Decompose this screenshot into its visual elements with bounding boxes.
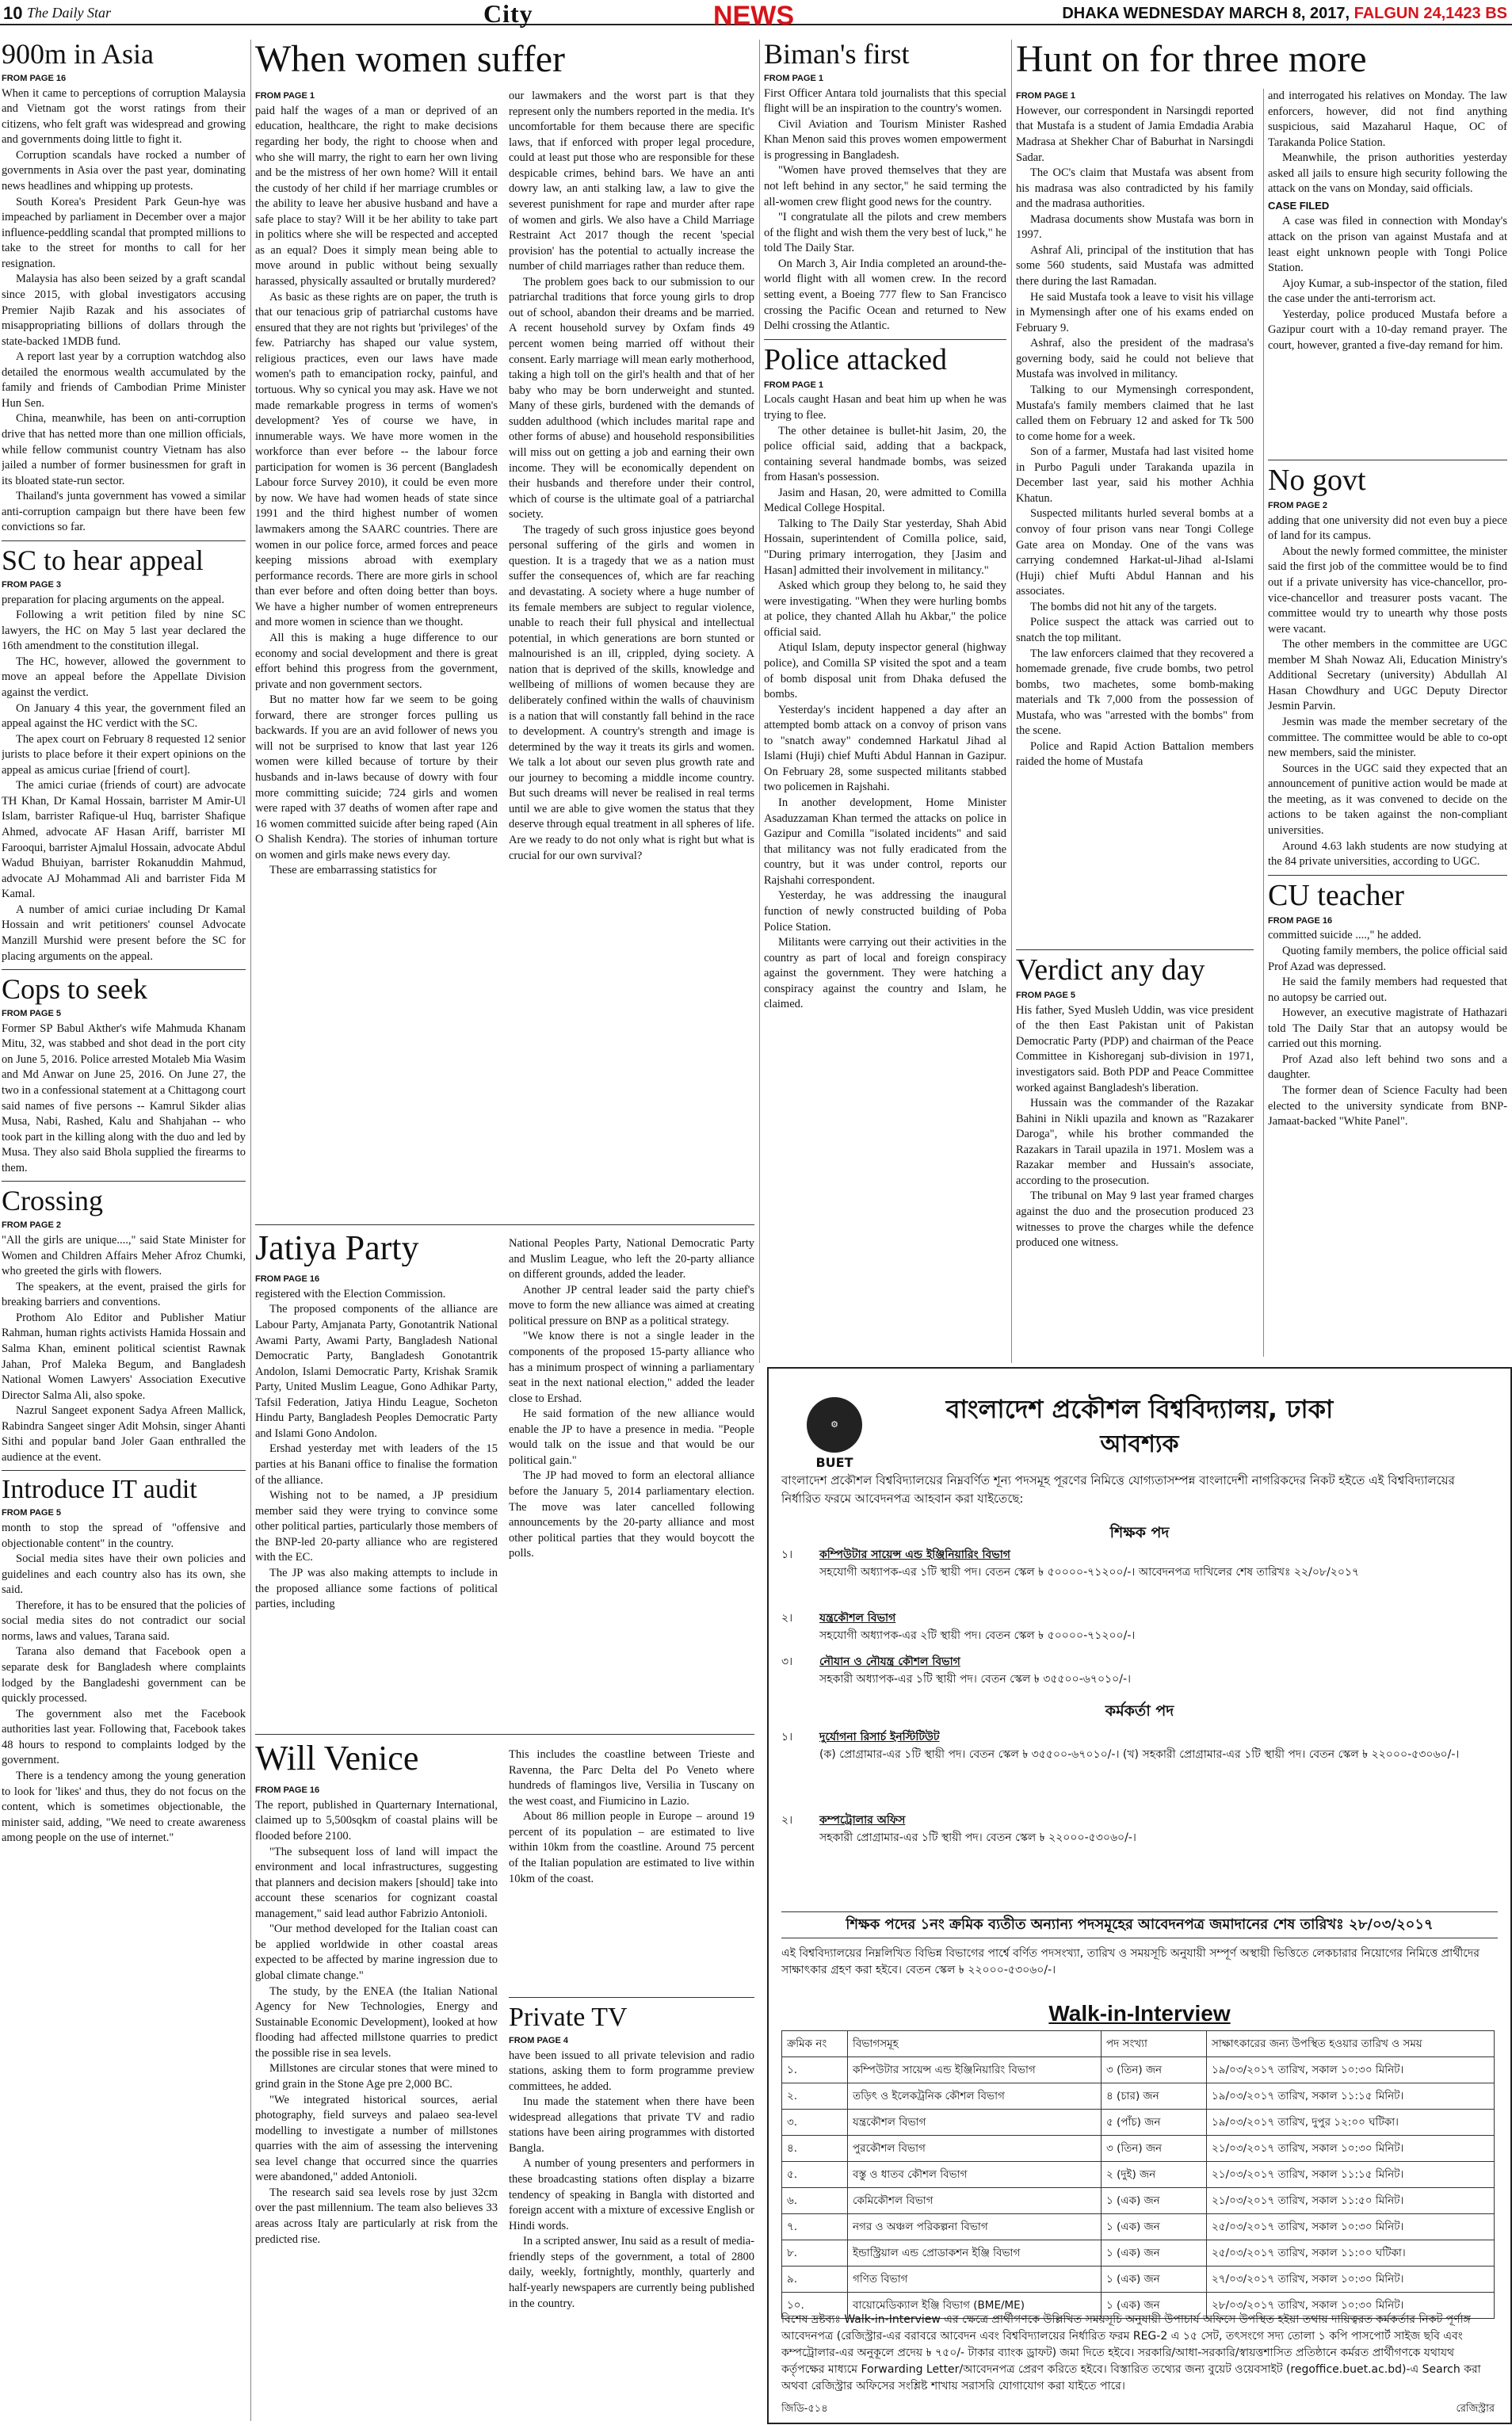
paragraph: The tribunal on May 9 last year framed charges against the duo and the prosecution produced 23 witnesses to prove the charges while the defence produced one witness. [1016,1190,1254,1250]
paragraph: Son of a farmer, Mustafa had last visited home in Purbo Paguli under Tarakanda upazila in December last year, said his mother Achhia Khatun. [1016,445,1254,505]
body-hunt-2b [1268,214,1507,353]
column-nogovt-cu [1268,460,1507,1359]
source-police: FROM PAGE 1 [764,380,823,390]
verdict [1016,949,1254,1359]
teacher-heading: শিক্ষক পদ [1109,1524,1170,1541]
paragraph: The problem goes back to our submission to our patriarchal traditions that force young girls to drop out of school, abandon their dreams and be married. A recent household survey by Oxfam finds 49 percent women being married off without their consent. Early marriage will mean early motherhood, taking a high toll on the girl's health and that of her baby who may be born underweight and stunted. Many of these girls, burdened with the demands of sudden adulthood (which includes marital rape and other forms of abuse) and household responsibilities will miss out on getting a job and earning their own income. They will be economically dependent on their husbands and therefore under their control, which of course is the ultimate goal of a patriarchal society. [509,275,754,521]
paragraph: Hussain was the commander of the Razakar Bahini in Nikli upazila and known as "Razakarer Daroga", while his brother commanded the Razakars in Tarail upazila in 1971. Moslem was a Razakar member and Hussain's associate, according to the prosecution. [1016,1097,1254,1187]
paragraph: On March 3, Air India completed an around-the-world flight with all women crew. In the record setting event, a Boeing 777 flew to San Francisco crossing the Pacific Ocean and returned to New Delhi crossing the Atlantic. [764,257,1006,333]
ad-code: জিডি-৫১৪ [781,2403,828,2415]
paragraph: Malaysia has also been seized by a graft scandal since 2015, with global investigators accusing Premier Najib Razak and his associates of misappropriating billions of dollars through the state-backed 1MDB fund. [2,273,246,348]
body-jatiya-1 [255,1287,498,1613]
paragraph: His father, Syed Musleh Uddin, was vice president of the then East Pakistan unit of Pakistan Democratic Party (PDP) and chairman of the Peace Committee in Kishoreganj sub-division in 1971, investigators said. Both PDP and Peace Committee worked against Bangladesh's liberation. [1016,1003,1254,1094]
table-row [782,2057,1495,2083]
paragraph: Quoting family members, the police official said Prof Azad was depressed. [1268,944,1507,973]
paragraph: The proposed components of the alliance are Labour Party, Amjanata Party, Gonotantrik National Awami Party, Awami Party, Bangladesh National Democratic Party, Bangladesh Gonotantrik Andolon, Islami Democratic Party, Krishak Sramik Party, United Muslim League, Gono Adhikar Party, Tafsil Federation, Jatiya Hindu League, Socheton Hindu Party, Bangladesh Peoples Democratic Party and Islami Gono Andolon. [255,1303,498,1440]
paragraph: In a scripted answer, Inu said as a result of media-friendly steps of the government, a total of 2800 daily, weekly, fortnightly, monthly, quarterly and half-yearly newspapers are currently being published in the country. [509,2235,754,2310]
paragraph: The government also met the Facebook authorities last year. Following that, Facebook takes 48 hours to respond to complaints lodged by the government. [2,1707,246,1767]
body-sc-appeal [2,593,246,965]
paragraph: The JP had moved to form an electoral alliance before the January 5, 2014 parliamentary election. The move was later cancelled following announcements by the 20-party alliance and most other political parties that they would boycott the polls. [509,1469,754,1560]
body-jatiya-2 [509,1236,754,1562]
officer-item-2: ২। কম্পট্রোলার অফিস সহকারী প্রোগ্রামার-এর ১টি স্থায়ী পদ। বেতন স্কেল ৳ ২২০০০-৫৩০৬০/-। [781,1814,1136,1844]
table-cell: তড়িৎ ও ইলেকট্রনিক কৌশল বিভাগ [848,2083,1102,2110]
paragraph: The amici curiae (friends of court) are advocate TH Khan, Dr Kamal Hossain, barrister M Amir-Ul Islam, barrister Rafique-ul Huq, barrister Shafique Ahmed, advocate AF Hasan Ariff, barrister MI Farooqui, barrister Ajmalul Hossain, advocate Abdul Wadud Bhuiyan, barrister Rokanuddin Mahmud, advocate AJ Mohammad Ali and barrister Fida M Kamal. [2,779,246,901]
page-number: 10 [3,3,23,23]
body-cops [2,1022,246,1177]
paragraph: The report, published in Quarternary International, claimed up to 5,500sqkm of coastal plains will be flooded before 2100. [255,1798,498,1843]
paragraph: Ashraf, also the president of the madrasa's governing body, said he could not believe that Mustafa was involved in militancy. [1016,337,1254,381]
paragraph: "I congratulate all the pilots and crew members of the flight and wish them the very best of luck," he told The Daily Star. [764,211,1006,255]
paragraph: Prothom Alo Editor and Publisher Matiur Rahman, human rights activists Hamida Hossain and Salma Khan, eminent political scientist Rawnak Jahan, Prof Maleka Begum, and Bangladesh National Women Lawyers' Association Executive Director Salma Ali, also spoke. [2,1311,246,1402]
paragraph: Atiqul Islam, deputy inspector general (highway police), and Comilla SP visited the spot and a team of bomb disposal unit from Dhaka defused the bombs. [764,641,1006,701]
date: DHAKA WEDNESDAY MARCH 8, 2017, [1062,5,1350,22]
paragraph: South Korea's President Park Geun-hye was impeached by parliament in December over a major influence-peddling scandal that prompted millions to take to the street for months to call for her resignation. [2,195,246,270]
paragraph: The other members in the committee are UGC member M Shah Nowaz Ali, Education Ministry's Additional Secretary (university) Abdullah Al Hasan Chowdhury and UGC Deputy Director Jesmin Parvin. [1268,638,1507,713]
paragraph: Police and Rapid Action Battalion members raided the home of Mustafa [1016,739,1254,769]
paragraph: Millstones are circular stones that were mined to grind grain in the Stone Age pre 2,000 BC. [255,2062,498,2091]
paragraph: Inu made the statement when there have been widespread allegations that private TV and radio stations have been airing programmes with distorted Bangla. [509,2095,754,2155]
source-women: FROM PAGE 1 [255,91,315,101]
bangla-date: FALGUN 24,1423 BS [1354,5,1507,22]
table-cell: ২১/০৩/২০১৭ তারিখ, সকাল ১০:৩০ মিনিট। [1207,2136,1495,2162]
table-cell: ৫. [782,2162,848,2188]
paragraph: Tarana also demand that Facebook open a separate desk for Bangladesh where complaints lodged by the Bangladeshi government can be quickly processed. [2,1645,246,1705]
body-verdict [1016,1003,1254,1251]
table-cell: ২৭/০৩/২০১৭ তারিখ, সকাল ১০:৩০ মিনিট। [1207,2267,1495,2293]
paragraph: Yesterday, police produced Mustafa before a Gazipur court with a 10-day remand prayer. The court, however, granted a five-day remand for him. [1268,307,1507,352]
headline-biman: Biman's first [764,40,910,70]
table-row [782,2214,1495,2240]
headline-asia: 900m in Asia [2,40,155,70]
paragraph: and interrogated his relatives on Monday. The law enforcers, however, did not find anything suspicious, said Mazaharul Haque, OC of Tarakanda Police Station. [1268,90,1507,149]
paragraph: The tragedy of such gross injustice goes beyond personal suffering of the girls and women in question. It is a tragedy that we as a nation must suffer the consequences of, which are far reaching and devastating. A society where a huge number of its female members are subject to regular violence, unable to reach their full physical and intellectual potential, in which generations are born stunted or malnourished is an ill, crippled, dying society. A nation that is deprived of the skills, knowledge and wellbeing of millions of women because they are deliberately confined within the walls of chauvinism is a nation that will constantly fall behind in the race to development. A country's strength and image is determined by the way it treats its girls and women. We talk a lot about our seven plus growth rate and our journey to becoming a middle income country. But such dreams will never be realised in real terms until we are able to give women the status that they deserve through equal treatment in all spheres of life. Are we ready to do not only what is right but what is crucial for our own survival? [509,523,754,862]
table-cell: ৪ (চার) জন [1102,2083,1207,2110]
paragraph: The OC's claim that Mustafa was absent from his madrasa was also contradicted by his family and the madrasa authorities. [1016,166,1254,211]
paragraph: There is a tendency among the young generation to look for 'likes' and thus, they do not focus on the content, which is sometimes objectionable, the minister said, adding, "We need to create awareness among people on the use of internet." [2,1769,246,1845]
paragraph: Sources in the UGC said they expected that an announcement of punitive action would be made at the meeting, as it was convened to decide on the actions to be taken against the non-compliant universities. [1268,762,1507,837]
paragraph: The former dean of Science Faculty had been elected to the university syndicate from BNP-Jamaat-backed "White Panel". [1268,1084,1507,1128]
source-crossing: FROM PAGE 2 [2,1220,61,1231]
ad-intro: বাংলাদেশ প্রকৌশল বিশ্ববিদ্যালয়ের নিম্নবর্ণিত শূন্য পদসমূহ পূরণের নিমিত্তে যোগ্যতাসম্পন্ন বাংলাদেশী নাগরিকদের নিকট হইতে এই বিশ্ববিদ্যালয়ের নির্ধারিত ফরমে আবেদনপত্র আহবান করা যাইতেছে: [781,1473,1455,1506]
source-hunt: FROM PAGE 1 [1016,91,1075,101]
table-cell: ২১/০৩/২০১৭ তারিখ, সকাল ১১:৫০ মিনিট। [1207,2188,1495,2214]
table-cell: ১৯/০৩/২০১৭ তারিখ, দুপুর ১২:০০ ঘটিকা। [1207,2110,1495,2136]
paragraph: Another JP central leader said the party chief's move to form the new alliance was aimed at creating political pressure on BNP as a political strategy. [509,1283,754,1327]
paragraph: Civil Aviation and Tourism Minister Rashed Khan Menon said this proves women empowerment is progressing in Bangladesh. [764,117,1006,162]
paragraph: Social media sites have their own policies and guidelines and each country also has its own, she said. [2,1552,246,1597]
paragraph: Militants were carrying out their activities in the country as part of local and foreign conspiracy against the government. They were hatching a conspiracy against the country and Islam, he claimed. [764,936,1006,1011]
body-biman [764,86,1006,334]
paragraph: Madrasa documents show Mustafa was born in 1997. [1016,212,1254,242]
paragraph: National Peoples Party, National Democratic Party and Muslim League, who left the 20-party alliance on different grounds, added the leader. [509,1237,754,1281]
source-no-govt: FROM PAGE 2 [1268,500,1327,510]
paragraph: All this is making a huge difference to our economy and social development and there is great effort behind this progress from the government, private and non government sectors. [255,631,498,691]
paragraph: paid half the wages of a man or deprived of an education, healthcare, the right to make decisions regarding her body, the right to choose when and who she will marry, the right to earn her own living and be the mistress of her own home? Will it entail the custody of her child if her marriage crumbles or the ability to leave her abusive husband and have a safe place to stay? Will it be her ability to take part in politics where she will be respected and accepted as an equal? Does it simply mean being able to move around in public without being sexually harassed, physically assaulted or brutally murdered? [255,104,498,288]
table-cell: ২৫/০৩/২০১৭ তারিখ, সকাল ১০:৩০ মিনিট। [1207,2214,1495,2240]
officer-heading: কর্মকর্তা পদ [1105,1702,1174,1720]
headline-jatiya: Jatiya Party [255,1230,419,1267]
paragraph: Around 4.63 lakh students are now studying at the 84 private universities, according to UGC. [1268,839,1507,869]
body-it-audit [2,1521,246,1846]
table-row [782,2110,1495,2136]
table-cell: ৩. [782,2110,848,2136]
paragraph: However, an executive magistrate of Hathazari told The Daily Star that an autopsy would be carried out this morning. [1268,1006,1507,1051]
col-department: বিভাগসমূহ [848,2031,1102,2057]
headline-police: Police attacked [764,342,948,376]
table-cell: ২৮/০৩/২০১৭ তারিখ, সকাল ১০:৩০ মিনিট। [1207,2293,1495,2319]
table-cell: গণিত বিভাগ [848,2267,1102,2293]
paragraph: A case was filed in connection with Monday's attack on the prison van against Mustafa and at least eight unknown people with Tongi Police Station. [1268,215,1507,275]
body-hunt-1 [1016,104,1254,770]
table-cell: নগর ও অঞ্চল পরিকল্পনা বিভাগ [848,2214,1102,2240]
teacher-item-2: ২। যন্ত্রকৌশল বিভাগ সহযোগী অধ্যাপক-এর ২টি স্থায়ী পদ। বেতন স্কেল ৳ ৫০০০০-৭১২০০/-। [781,1612,1136,1642]
table-row [782,2240,1495,2267]
table-cell: ৬. [782,2188,848,2214]
paragraph: Suspected militants hurled several bombs at a convoy of four prison vans near Tongi College Gate area on Monday. One of the vans was carrying condemned Harkat-ul-Jihad al-Islami (Huji) chief Mufti Abdul Hannan and his associates. [1016,507,1254,598]
section-name: City [483,0,533,28]
table-cell: ১ (এক) জন [1102,2214,1207,2240]
body-women-2 [509,89,754,864]
column-1 [2,40,246,2421]
dateline [1062,3,1507,25]
table-cell: ১. [782,2057,848,2083]
source-venice: FROM PAGE 16 [255,1785,320,1795]
paragraph: our lawmakers and the worst part is that they represent only the numbers reported in the media. It's uncomfortable for them because there are specific laws, that if enforced with proper legal procedure, could at least put those who are responsible for these despicable crimes, behind bars. We have an anti dowry law, an anti stalking law, a law to give the severest punishment for rape and murder after rape of women and girls. We also have a Child Marriage Restraint Act 2017 though the recent 'special provision' has the potential to actually increase the number of child marriages rather than reduce them. [509,90,754,273]
subhead-case-filed: CASE FILED [1268,199,1330,212]
body-police [764,392,1006,1013]
table-cell: ২ (দুই) জন [1102,2162,1207,2188]
headline-sc-appeal: SC to hear appeal [2,544,204,576]
paragraph: "Women have proved themselves that they are not left behind in any sector," he said terming the all-women crew flight good news for the country. [764,164,1006,208]
walkin-title: Walk-in-Interview [1048,2001,1231,2026]
paragraph: This includes the coastline between Trieste and Ravenna, the Parc Delta del Po Veneto where hundreds of flamingos live, Versilia in Tuscany on the west coast, and Fiumicino in Lazio. [509,1748,754,1808]
table-cell: বায়োমেডিক্যাল ইঞ্জি বিভাগ (BME/ME) [848,2293,1102,2319]
col-serial: ক্রমিক নং [782,2031,848,2057]
body-venice-1 [255,1798,498,2247]
hunt-col-1 [1016,89,1254,937]
source-verdict: FROM PAGE 5 [1016,990,1075,1000]
paragraph: He said the family members had requested that no autopsy be carried out. [1268,976,1507,1004]
table-cell: কম্পিউটার সায়েন্স এন্ড ইঞ্জিনিয়ারিং বিভাগ [848,2057,1102,2083]
paragraph: Wishing not to be named, a JP presidium member said they were trying to convince some other political parties, particularly those members of the BNP-led 20-party alliance who are registered with the EC. [255,1489,498,1564]
paragraph: He said formation of the new alliance would enable the JP to have a presence in media. "People would talk on the issue and that would be our political gain." [509,1407,754,1467]
paragraph: Corruption scandals have rocked a number of governments in Asia over the past year, dominating news headlines and whipping up protests. [2,148,246,193]
paragraph: "We integrated historical sources, aerial photography, field surveys and palaeo sea-level modelling to investigate a number of millstones quarries with the aim of assessing the intervening sea level change that occurred since the quarries were abandoned," added Antonioli. [255,2093,498,2184]
paragraph: A report last year by a corruption watchdog also detailed the enormous wealth accumulated by the family and friends of Cambodian Prime Minister Hun Sen. [2,350,246,410]
paragraph: Talking to The Daily Star yesterday, Shah Abid Hossain, superintendent of Comilla police, said, "During primary interrogation, they [Jasim and Hasan] admitted their involvement in militancy." [764,517,1006,577]
teacher-item-3: ৩। নৌযান ও নৌযন্ত্র কৌশল বিভাগ সহকারী অধ্যাপক-এর ১টি স্থায়ী পদ। বেতন স্কেল ৳ ৩৫৫০০-৬৭০১০/-। [781,1655,1132,1686]
buet-logo: ⚙ [807,1397,862,1453]
paragraph: However, our correspondent in Narsingdi reported that Mustafa is a student of Jamia Emdadia Arabia Madrasa at Shekher Char of Baburhat in Narsingdi Sadar. [1016,104,1254,164]
buet-logo-text: BUET [815,1455,853,1470]
paragraph: Jesmin was made the member secretary of the committee. The committee would be able to co-opt new members, said the minister. [1268,716,1507,760]
headline-cu-teacher: CU teacher [1268,878,1404,912]
paragraph: When it came to perceptions of corruption Malaysia and Vietnam got the worst ratings from their citizens, who felt graft was widespread and growing and governments doing little to fight it. [2,86,246,147]
paragraph: Asked which group they belong to, he said they were investigating. "When they were hurling bombs at police, they chanted Allah hu Akbar," the police official said. [764,579,1006,639]
paragraph: China, meanwhile, has been on anti-corruption drive that has netted more than one million officials, while fellow communist country Vietnam has also jailed a number of former businessmen for graft in its bloated state-run sector. [2,412,246,487]
paragraph: committed suicide ....," he added. [1268,929,1422,942]
paragraph: But no matter how far we seem to be going forward, there are stronger forces pulling us backwards. If you are an avid follower of news you will not be surprised to know that last year 126 women were killed because of torture by their husbands and in-laws because of dowry with four more committing suicide; 724 girls and women were raped with 37 deaths of women after rape and 16 women committed suicide after being raped (Ain O Shalish Kendra). The stories of inhuman torture on women and girls make news every day. [255,693,498,861]
headline-women: When women suffer [255,40,565,80]
table-cell: ১০. [782,2293,848,2319]
body-women-1 [255,104,498,879]
paragraph: Meanwhile, the prison authorities yesterday asked all jails to ensure high security following the attack on the vans on Monday, said officials. [1268,151,1507,196]
table-cell: ২. [782,2083,848,2110]
paragraph: Talking to our Mymensingh correspondent, Mustafa's family members claimed that he last called them on February 12 and asked for Tk 500 to come home for a week. [1016,383,1254,443]
paper-name: The Daily Star [27,5,111,21]
table-cell: ৯. [782,2267,848,2293]
paragraph: The law enforcers claimed that they recovered a homemade grenade, five crude bombs, two petrol bombs, two machetes, some bomb-making materials and Tk 7,000 from the possession of Mustafa, who was "arrested with the bombs" from the scene. [1016,647,1254,738]
ad-title: বাংলাদেশ প্রকৌশল বিশ্ববিদ্যালয়, ঢাকা [945,1394,1334,1424]
source-jatiya: FROM PAGE 16 [255,1274,320,1284]
paragraph: Ershad yesterday met with leaders of the 15 parties at his Banani office to finalise the formation of the alliance. [255,1442,498,1487]
paragraph: Jasim and Hasan, 20, were admitted to Comilla Medical College Hospital. [764,486,1006,515]
body-private-tv [509,2049,754,2312]
paragraph: Nazrul Sangeet exponent Sadya Afreen Mallick, Rabindra Sangeet singer Adit Mohsin, singer Ahanti Sithi and popular band Joler Gaan enthralled the audience at the event. [2,1404,246,1464]
table-row [782,2083,1495,2110]
paragraph: The JP was also making attempts to include in the proposed alliance some factions of political parties, including [255,1566,498,1611]
table-row [782,2136,1495,2162]
paragraph: Ajoy Kumar, a sub-inspector of the station, filed the case under the anti-terrorism act. [1268,277,1507,306]
table-cell: ৪. [782,2136,848,2162]
paragraph: About the newly formed committee, the minister said the first job of the committee would be to find out if a private university has vice-chancellor, pro-vice-chancellor and treasurer posts vacant. The committee would try to unearth why those posts were vacant. [1268,544,1507,636]
source-cops: FROM PAGE 5 [2,1008,61,1018]
paragraph: have been issued to all private television and radio stations, asking them to form programme preview committees, he added. [509,2049,754,2093]
col-schedule: সাক্ষাৎকারের জন্য উপস্থিত হওয়ার তারিখ ও সময় [1207,2031,1495,2057]
table-row [782,2162,1495,2188]
buet-advertisement [767,1367,1512,2424]
table-cell: ১ (এক) জন [1102,2293,1207,2319]
headline-venice: Will Venice [255,1740,419,1778]
women-col-2 [509,89,754,1230]
table-cell: ৩ (তিন) জন [1102,2057,1207,2083]
table-header-row [782,2031,1495,2057]
paragraph: The other detainee is bullet-hit Jasim, 20, the police official said, adding that a backpack, containing several handmade bombs, was seized from Hasan's possession. [764,424,1006,484]
paragraph: registered with the Election Commission. [255,1287,446,1300]
paragraph: "Our method developed for the Italian coast can be applied worldwide in other coastal areas expected to be affected by marine ingression due to global climate change." [255,1923,498,1983]
paragraph: Yesterday, he was addressing the inaugural function of newly constructed building of Poba Police Station. [764,889,1006,934]
paragraph: He said Mustafa took a leave to visit his village in Mymensingh after one of his exams ended on February 9. [1016,290,1254,334]
table-cell: ১৯/০৩/২০১৭ তারিখ, সকাল ১১:১৫ মিনিট। [1207,2083,1495,2110]
paragraph: month to stop the spread of "offensive and objectionable content" in the country. [2,1521,246,1550]
ad-deadline: শিক্ষক পদের ১নং ক্রমিক ব্যতীত অন্যান্য পদসমূহের আবেদনপত্র জমাদানের শেষ তারিখঃ ২৮/০৩/২০১৭ [781,1911,1498,1938]
table-cell: পুরকৌশল বিভাগ [848,2136,1102,2162]
table-cell: ইন্ডাস্ট্রিয়াল এন্ড প্রোডাকশন ইঞ্জি বিভাগ [848,2240,1102,2267]
paragraph: About 86 million people in Europe – around 19 percent of its population – are estimated to live within 10km from the coastline. Around 75 percent of the Italian population are estimated to live within 10km of the coast. [509,1810,754,1885]
teacher-item-1: ১। কম্পিউটার সায়েন্স এন্ড ইঞ্জিনিয়ারিং বিভাগ সহযোগী অধ্যাপক-এর ১টি স্থায়ী পদ। বেতন স্কেল ৳ ৫০০০০-৭১২০০/-। আবেদনপত্র দাখিলের শেষ তারিখঃ ২২/০৮/২০১৭ [781,1549,1360,1579]
paragraph: The speakers, at the event, praised the girls for breaking barriers and conventions. [2,1280,246,1309]
jatiya-col-2 [509,1236,754,1755]
paragraph: Yesterday's incident happened a day after an attempted bomb attack on a convoy of prison vans to "snatch away" condemned Harkatul Jihad al Islami (Huji) chief Mufti Abdul Hannan in Gazipur. On February 28, some suspected militants stabbed two policemen in Rajshahi. [764,703,1006,794]
table-cell: ৫ (পাঁচ) জন [1102,2110,1207,2136]
women-col-1 [255,89,498,1230]
officer-item-1: ১। দুর্যোগনা রিসার্চ ইনস্টিটিউট (ক) প্রোগ্রামার-এর ১টি স্থায়ী পদ। বেতন স্কেল ৳ ৩৫৫০০-৬৭০১০/-। (খ) সহকারী প্রোগ্রামার-এর ১টি স্থায়ী পদ। বেতন স্কেল ৳ ২২০০০-৫৩০৬০/-। [781,1731,1460,1761]
body-crossing [2,1233,246,1465]
table-cell: ১ (এক) জন [1102,2240,1207,2267]
table-cell: কেমিকৌশল বিভাগ [848,2188,1102,2214]
venice-col-2 [509,1747,754,2001]
paragraph: Ashraf Ali, principal of the institution that has some 560 students, said Mustafa was admitted there during the last Ramadan. [1016,243,1254,288]
paragraph: preparation for placing arguments on the appeal. [2,593,225,606]
source-cu-teacher: FROM PAGE 16 [1268,915,1333,926]
paragraph: Following a writ petition filed by nine SC lawyers, the HC on May 5 last year declared the 16th amendment to the constitution illegal. [2,609,246,653]
source-private-tv: FROM PAGE 4 [509,2035,568,2045]
paragraph: Locals caught Hasan and beat him up when he was trying to flee. [764,393,1006,422]
headline-no-govt: No govt [1268,464,1366,497]
paragraph: Prof Azad also left behind two sons and a daughter. [1268,1052,1507,1082]
table-cell: ৭. [782,2214,848,2240]
paragraph: As basic as these rights are on paper, the truth is that our tenacious grip of patriarchal customs have ensured that they are not rights but 'privileges' of the few. Patriarchy has shaped our value system, religious practices, even our laws have made women's path to emancipation rocky, painful, and tortuous. Why so cynical you may ask. Have we not made remarkable progress in terms of women's development? Yes of course we have, in innumerable ways. We have more women in the workforce than ever before -- the labour force participation for women is 36 percent (Bangladesh Labour force Survey 2010), it could be even more by now. We have had women heads of state since 1991 and the third highest number of women lawmakers among the SAARC countries. There are women in our police force, armed forces and peace keeping missions abroad with exemplary performance records. There are more girls in school than ever before and often doing better than boys. We have a higher number of women entrepreneurs and more women in science than we thought. [255,290,498,629]
paragraph: Police suspect the attack was carried out to snatch the top militant. [1016,616,1254,644]
table-row [782,2267,1495,2293]
col-posts: পদ সংখ্যা [1102,2031,1207,2057]
table-cell: ৩ (তিন) জন [1102,2136,1207,2162]
paragraph: On January 4 this year, the government filed an appeal against the HC verdict with the SC. [2,701,246,731]
venice-col-1 [255,1783,498,2421]
table-cell: ২৫/০৩/২০১৭ তারিখ, সকাল ১১:০০ ঘটিকা। [1207,2240,1495,2267]
table-cell: ১ (এক) জন [1102,2267,1207,2293]
paragraph: adding that one university did not even buy a piece of land for its campus. [1268,514,1507,543]
source-biman: FROM PAGE 1 [764,73,823,83]
registrar-signature: রেজিস্ট্রার [1456,2403,1495,2415]
body-cu-teacher [1268,928,1507,1129]
source-it-audit: FROM PAGE 5 [2,1508,61,1518]
hunt-col-2 [1268,89,1507,453]
headline-cops: Cops to seek [2,973,147,1006]
table-cell: ৮. [782,2240,848,2267]
table-cell: ১৯/০৩/২০১৭ তারিখ, সকাল ১০:৩০ মিনিট। [1207,2057,1495,2083]
jatiya-col-1 [255,1272,498,1755]
table-row [782,2188,1495,2214]
paragraph: Thailand's junta government has vowed a similar anti-corruption campaign but there have been few convictions so far. [2,490,246,534]
paragraph: The study, by the ENEA (the Italian National Agency for New Technologies, Energy and Sustainable Economic Development), looked at how flooding had affected millstone quarries to predict the possible rise in sea levels. [255,1984,498,2060]
column-biman-police [764,40,1006,1359]
paragraph: The apex court on February 8 requested 12 senior jurists to place before it their expert opinions on the appeal as amicus curiae [friend of court]. [2,732,246,777]
body-asia [2,86,246,536]
walkin-note: এই বিশ্ববিদ্যালয়ের নিম্নলিখিত বিভিন্ন বিভাগের পার্শ্বে বর্ণিত পদসংখ্যা, তারিখ ও সময়সূচি অনুযায়ী সম্পূর্ণ অস্থায়ী ভিত্তিতে লেকচারার নিয়োগের নিমিত্তে প্রার্থীদের সাক্ষাৎকার গ্রহণ করা হইবে। বেতন স্কেল ৳ ২২০০০-৫৩০৬০/-। [781,1947,1480,1976]
headline-private-tv: Private TV [509,2003,628,2032]
headline-it-audit: Introduce IT audit [2,1475,197,1505]
paragraph: These are embarrassing statistics for [269,864,437,877]
walkin-table [781,2030,1495,2319]
paragraph: The bombs did not hit any of the targets. [1030,600,1217,613]
paragraph: A number of amici curiae including Dr Kamal Hossain and writ petitioners' counsel Advocate Manzill Murshid were present before the SC for placing arguments on the appeal. [2,903,246,963]
table-cell: বস্তু ও ধাতব কৌশল বিভাগ [848,2162,1102,2188]
headline-verdict: Verdict any day [1016,953,1205,987]
headline-hunt: Hunt on for three more [1016,40,1367,80]
table-cell: যন্ত্রকৌশল বিভাগ [848,2110,1102,2136]
source-asia: FROM PAGE 16 [2,73,67,83]
body-venice-2 [509,1747,754,1887]
paragraph: A number of young presenters and performers in these broadcasting stations often display a bizarre tendency of speaking in Bangla with distorted and foreign accent with a mixture of excessive English or Hindi words. [509,2157,754,2232]
table-cell: ২১/০৩/২০১৭ তারিখ, সকাল ১১:১৫ মিনিট। [1207,2162,1495,2188]
ad-subtitle: আবশ্যক [1100,1430,1179,1458]
paragraph: "We know there is not a single leader in the components of the proposed 15-party alliance who has a minimum prospect of winning a parliamentary seat in the next national election," added the leader close to Ershad. [509,1330,754,1405]
special-note: বিশেষ দ্রষ্টব্যঃ Walk-in-Interview এর ক্ষেত্রে প্রার্থীগণকে উল্লিখিত সময়সূচি অনুযায়ী উপাচার্য অফিসে উপস্থিত হইয়া তথায় দায়িত্বরত কর্মকর্তার নিকট পূর্ণাঙ্গ আবেদনপত্র (রেজিস্ট্রার-এর বরাবরে আবেদন এবং বিশ্ববিদ্যালয়ের নির্ধারিত ফরম REG-2 এ ১৫ সেট, তৎসংগে সদ্য তোলা ১ কপি পাসপোর্ট সাইজ ছবি এবং কম্পট্রোলার-এর অনুকূলে প্রদেয় ৳ ৭৫০/- টাকার ব্যাংক ড্রাফট) জমা দিতে হইবে। সরকারি/আধা-সরকারি/স্বায়ত্তশাসিত প্রতিষ্ঠানে কর্মরত প্রার্থীগণকে যথাযথ কর্তৃপক্ষের মাধ্যমে Forwarding Letter/আবেদনপত্র প্রেরণ করিতে হইবে। বিস্তারিত তথ্যের জন্য বুয়েট ওয়েবসাইট (regoffice.buet.ac.bd)-এ Search করা অথবা রেজিস্ট্রার অফিসের সংশ্লিষ্ট শাখায় সরাসরি যোগাযোগ করা যাইতে পারে। [781,2313,1481,2393]
section-label: NEWS [713,1,794,31]
body-hunt-2 [1268,89,1507,197]
paragraph: "All the girls are unique....," said State Minister for Women and Children Affairs Meher Afroz Chumki, who greeted the girls with flowers. [2,1234,246,1278]
paragraph: Therefore, it has to be ensured that the policies of social media sites do not contradict our social norms, laws and values, Tarana said. [2,1598,246,1643]
paragraph: In another development, Home Minister Asaduzzaman Khan termed the attacks on police in Gazipur and Comilla "isolated incidents" and said that militancy was not fully eradicated from the country, but it was under control, reports our Rajshahi correspondent. [764,796,1006,887]
paragraph: Former SP Babul Akther's wife Mahmuda Khanam Mitu, 32, was stabbed and shot dead in the port city on June 5, 2016. Police arrested Motaleb Mia Wasim and Md Anwar on June 25, 2016. On June 27, the two in a confessional statement at a Chittagong court said names of five persons -- Kamrul Sikder alias Musa, Nabi, Rashed, Kalu and Shahjahan -- who took part in the killing along with the duo and led by Musa. They also said Bhola supplied the firearms to them. [2,1022,246,1174]
table-cell: ১ (এক) জন [1102,2188,1207,2214]
private-tv [509,2003,754,2421]
masthead [0,0,1512,31]
paragraph: First Officer Antara told journalists that this special flight will be an inspiration to the country's women. [764,86,1006,116]
paragraph: "The subsequent loss of land will impact the environment and local infrastructures, suggesting that planners and decision makers [should] take into account these scenarios for cognizant coastal management," said lead author Fabrizio Antonioli. [255,1845,498,1920]
paragraph: The research said sea levels rose by just 32cm over the past millennium. The team also believes 33 areas across Italy are particularly at risk from the predicted rise. [255,2186,498,2246]
paragraph: The HC, however, allowed the government to move an appeal before the Appellate Division against the verdict. [2,655,246,699]
source-sc-appeal: FROM PAGE 3 [2,579,61,590]
body-no-govt [1268,514,1507,870]
headline-crossing: Crossing [2,1185,104,1217]
